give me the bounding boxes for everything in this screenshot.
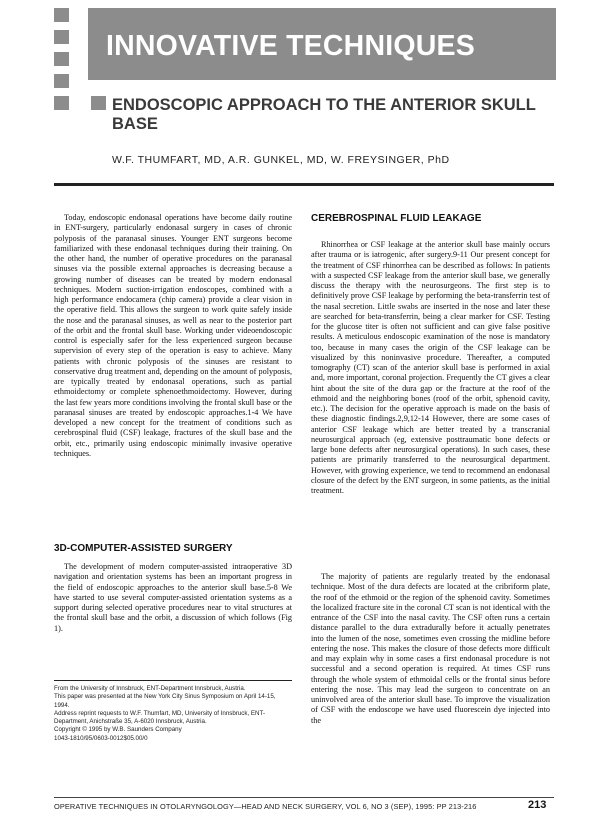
csf-paragraph: The majority of patients are regularly treated by the endonasal technique. Most of the dura defects are located at the cribriform plate, the roof of the ethmoid or the region of the sphenoid cavity. Sometimes the localized fracture site in the coronal CT scan is not identical with the entrance of the CSF into the nasal cavity. The CSF often runs a certain distance parallel to the dura extradurally before it actually penetrates into the lumen of the nose, sometimes even crossing the midline before entering the nose. This makes the closure of those defects more difficult and may explain why in some cases a first endonasal procedure is not successful and a second operation is required. At times CSF runs through the whole system of ethmoidal cells or the frontal sinus before entering the nose. This may lead the surgeon to concentrate on an uninvolved area of the anterior skull base. To improve the visualization of CSF with the endoscope we have used fluorescein dye injected into the <box>311 572 550 725</box>
footnote: Copyright © 1995 by W.B. Saunders Company <box>54 726 182 734</box>
csf-text <box>311 240 550 496</box>
decorative-square <box>91 96 106 110</box>
footnote: From the University of Innsbruck, ENT-Department Innsbruck, Austria. <box>54 685 246 692</box>
header-banner <box>88 8 556 80</box>
cas-text <box>54 562 292 634</box>
csf-paragraph: Rhinorrhea or CSF leakage at the anterior skull base mainly occurs after trauma or is iatrogenic, after surgery.9-11 Our present concept for the treatment of CSF rhinorrhea can be described as follows: In patients with a suspected CSF leakage from the anterior skull base, we generally discuss the therapy with the neurosurgeons. The first step is to definitively prove CSF leakage by performing the beta-transferrin test of the nasal secretion. Little swabs are inserted in the nose and later these are searched for beta-transferrin, being a clear marker for CSF. Testing for the glucose titer is often not sufficient and can give false positive results. A meticulous endoscopic examination of the nose is mandatory too, because in many cases the origin of the CSF leakage can be visualized by this noninvasive procedure. Thereafter, a computed tomography (CT) scan of the anterior skull base is performed in axial and, more important, coronal projection. Frequently the CT gives a clear hint about the site of the dura gap or the fracture at the roof of the ethmoid and the neighboring bones (roof of the orbit, sphenoid cavity, etc.). The decision for the operative approach is made on the basis of these diagnostic findings.2,9,12-14 However, there are some cases of anterior CSF leakage which are better treated by a transcranial neurosurgical approach (eg, extensive posttraumatic bone defects or large bone defects after neurosurgical operations). In such cases, these patients are primarily transferred to the neurosurgical department. However, with growing experience, we tend to recommend an endonasal closure of the defect by the ENT surgeon, in some patients, as the initial treatment. <box>311 240 550 495</box>
section-heading-cas: 3D-COMPUTER-ASSISTED SURGERY <box>54 543 233 554</box>
cas-paragraph: The development of modern computer-assisted intraoperative 3D navigation and orientation systems has been an important progress in the field of endoscopic approaches to the anterior skull base.5-8 We have started to use several computer-assisted orientation systems as a support during selected operative procedures near to vital structures at the frontal skull base and the orbit, a discussion of which follows (Fig 1). <box>54 562 292 633</box>
footnote: This paper was presented at the New York City Sinus Symposium on April 14-15, 1994. <box>54 693 276 709</box>
footnote: Address reprint requests to W.F. Thumfart, MD, University of Innsbruck, ENT-Department, Anichstraße 35, A-6020 Innsbruck, Austria. <box>54 709 266 726</box>
article-title: ENDOSCOPIC APPROACH TO THE ANTERIOR SKULL BASE <box>112 96 536 133</box>
decorative-square <box>54 30 69 44</box>
intro-paragraph: Today, endoscopic endonasal operations have become daily routine in ENT-surgery, particularly endonasal surgery in cases of chronic polyposis of the paranasal sinuses. Younger ENT surgeons become familiarized with these endonasal techniques during their training. On the other hand, the number of operative procedures on the paranasal sinuses via the possible external approaches is decreasing because a growing number of diseases can be treated by modern endonasal techniques. Modern suction-irrigation endoscopes, combined with a high performance endocamera (chip camera) provide a clear vision in the operative field. This allows the surgeon to work quite safely inside the nose and the paranasal sinuses, as well as near to the posterior part of the orbit and the frontal skull base. Working under videoendoscopic control is especially safer for the less experienced surgeon because supervision of every step of the operation is easy to achieve. Many patients with chronic polyposis of the sinuses are resistant to conservative drug treatment and, depending on the amount of polyposis, are typically treated by endonasal operations, such as partial ethmoidectomy or complete sphenoethmoidectomy. However, during the last few years more conditions involving the frontal skull base or the paranasal sinuses are treated by endoscopic approaches.1-4 We have developed a new concept for the treatment of conditions such as cerebrospinal fluid (CSF) leakage, fractures of the skull base and the orbit, etc., primarily using endoscopic minimally invasive operative techniques. <box>54 213 292 458</box>
decorative-square <box>54 52 69 66</box>
journal-citation: OPERATIVE TECHNIQUES IN OTOLARYNGOLOGY—HEAD AND NECK SURGERY, VOL 6, NO 3 (SEP), 1995: PP 213-216 <box>54 802 477 811</box>
article-authors: W.F. THUMFART, MD, A.R. GUNKEL, MD, W. FREYSINGER, PhD <box>112 154 450 166</box>
decorative-square <box>54 96 69 110</box>
page-number: 213 <box>528 799 547 811</box>
section-heading-csf: CEREBROSPINAL FLUID LEAKAGE <box>311 213 482 224</box>
footnotes <box>54 680 292 743</box>
footnote: 1043-1810/95/0603-0012$05.00/0 <box>54 734 148 742</box>
section-banner-title: INNOVATIVE TECHNIQUES <box>106 30 475 62</box>
decorative-square <box>54 74 69 88</box>
intro-text <box>54 213 292 459</box>
decorative-square <box>54 8 69 22</box>
title-divider <box>54 183 554 186</box>
csf-text-continued <box>311 572 550 726</box>
footer-divider <box>54 797 554 798</box>
